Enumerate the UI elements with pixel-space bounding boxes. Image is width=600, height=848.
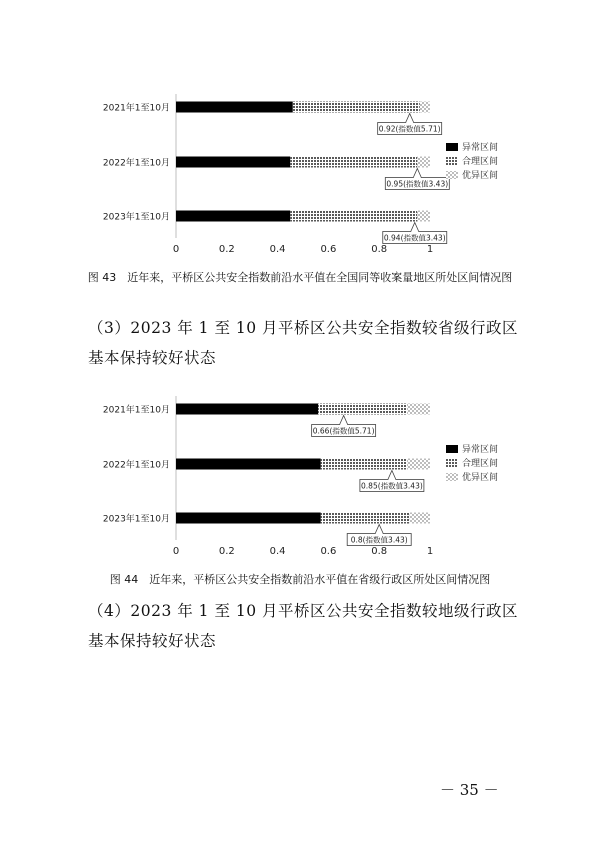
x-tick-label: 0.8	[371, 244, 388, 255]
x-tick-label: 0	[172, 546, 180, 557]
callout-pointer	[411, 223, 419, 232]
legend-label: 合理区间	[462, 459, 499, 469]
bar-segment-1-row-2	[176, 459, 321, 470]
x-tick-label: 0	[172, 244, 180, 255]
legend-swatch	[446, 445, 458, 453]
x-tick-label: 0.4	[269, 546, 286, 557]
category-label: 2023年1至10月	[102, 514, 170, 525]
page-number: － 35 －	[440, 781, 499, 799]
legend-label: 优异区间	[462, 171, 499, 181]
callout-pointer	[340, 416, 348, 425]
chart-svg	[80, 88, 550, 263]
legend-label: 异常区间	[462, 445, 499, 455]
legend-swatch	[446, 459, 458, 467]
x-tick-label: 0.6	[320, 546, 337, 557]
bar-segment-2-row-2	[321, 459, 407, 470]
category-label: 2022年1至10月	[102, 460, 170, 471]
x-tick-label: 0.6	[320, 244, 337, 255]
x-tick-label: 0.4	[269, 244, 286, 255]
callout-label: 0.94(指数值3.43)	[383, 233, 446, 243]
bar-segment-3-row-3	[417, 211, 430, 222]
legend-swatch	[446, 143, 458, 151]
callout-label: 0.85(指数值3.43)	[361, 481, 423, 491]
bar-segment-3-row-2	[407, 459, 430, 470]
section-heading-3: （3）2023 年 1 至 10 月平桥区公共安全指数较省级行政区基本保持较好状态	[88, 319, 519, 367]
bar-segment-3-row-1	[407, 404, 430, 415]
figure-caption-44: 图 44 近年来，平桥区公共安全指数前沿水平值在省级行政区所处区间情况图	[109, 573, 491, 586]
section-heading-4: （4）2023 年 1 至 10 月平桥区公共安全指数较地级行政区基本保持较好状态	[88, 602, 519, 650]
callout-pointer	[413, 169, 421, 178]
callout-pointer	[375, 525, 383, 534]
bar-segment-2-row-1	[318, 404, 407, 415]
callout-label: 0.95(指数值3.43)	[386, 179, 449, 189]
bar-segment-2-row-2	[290, 157, 417, 168]
chart-fig44	[80, 390, 550, 565]
bar-segment-2-row-3	[290, 211, 417, 222]
legend-swatch	[446, 171, 458, 179]
chart-svg	[80, 390, 550, 565]
bar-segment-3-row-2	[417, 157, 430, 168]
bar-segment-1-row-3	[176, 513, 321, 524]
category-label: 2021年1至10月	[102, 103, 170, 114]
legend-label: 合理区间	[462, 157, 499, 167]
callout-label: 0.92(指数值5.71)	[378, 124, 441, 134]
callout-label: 0.66(指数值5.71)	[312, 426, 375, 436]
bar-segment-1-row-1	[176, 102, 293, 113]
bar-segment-2-row-3	[321, 513, 410, 524]
x-tick-label: 0.2	[218, 244, 235, 255]
x-tick-label: 0.2	[218, 546, 235, 557]
legend-swatch	[446, 473, 458, 481]
callout-pointer	[406, 114, 414, 123]
x-tick-label: 1	[426, 546, 434, 557]
bar-segment-3-row-3	[410, 513, 430, 524]
legend-label: 优异区间	[462, 473, 499, 483]
bar-segment-3-row-1	[420, 102, 430, 113]
bar-segment-2-row-1	[293, 102, 420, 113]
chart-fig43	[80, 88, 550, 263]
x-tick-label: 0.8	[371, 546, 388, 557]
callout-label: 0.8(指数值3.43)	[350, 535, 408, 545]
bar-segment-1-row-1	[176, 404, 318, 415]
callout-pointer	[388, 471, 396, 480]
category-label: 2023年1至10月	[102, 212, 170, 223]
figure-caption-43: 图 43 近年来，平桥区公共安全指数前沿水平值在全国同等收案量地区所处区间情况图	[87, 271, 513, 284]
bar-segment-1-row-3	[176, 211, 290, 222]
x-tick-label: 1	[426, 244, 434, 255]
bar-segment-1-row-2	[176, 157, 290, 168]
legend-label: 异常区间	[462, 143, 499, 153]
category-label: 2022年1至10月	[102, 158, 170, 169]
legend-swatch	[446, 157, 458, 165]
category-label: 2021年1至10月	[102, 405, 170, 416]
